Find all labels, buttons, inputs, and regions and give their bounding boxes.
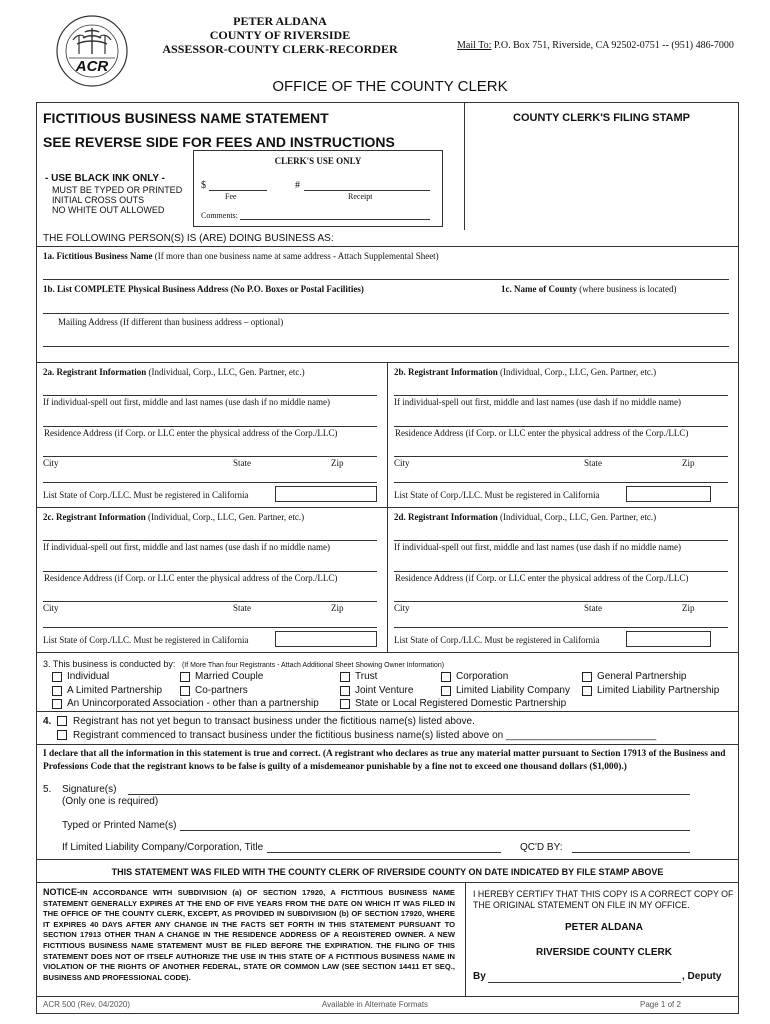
county-name-label [501, 284, 676, 294]
s2-center-divider [387, 362, 388, 652]
business-type-label: General Partnership [597, 671, 687, 682]
typed-name-label: Typed or Printed Name(s) [62, 820, 177, 831]
registrant-title: 2c. Registrant Information [43, 512, 146, 522]
certify-name: PETER ALDANA [565, 922, 643, 933]
s3-label: 3. This business is conducted by: [43, 659, 176, 669]
form-subtitle: SEE REVERSE SIDE FOR FEES AND INSTRUCTIONS [43, 134, 395, 150]
commenced-checkbox[interactable] [57, 730, 67, 740]
signature-field[interactable] [128, 794, 690, 795]
registrant-heading [43, 512, 304, 522]
ink-line-3: NO WHITE OUT ALLOWED [52, 205, 165, 215]
registrant-note: (Individual, Corp., LLC, Gen. Partner, etc.) [497, 367, 657, 377]
fee-field[interactable] [209, 190, 267, 191]
registrant-state-corp-field[interactable] [275, 631, 377, 647]
registrant-name-label: If individual-spell out first, middle and last names (use dash if no middle name) [43, 397, 330, 407]
registrant-zip-label: Zip [682, 458, 695, 468]
s2-bottom-border [36, 652, 739, 653]
business-type-checkbox[interactable] [340, 686, 350, 696]
business-type-label: Co-partners [195, 685, 248, 696]
clerk-use-title: CLERK'S USE ONLY [274, 156, 362, 166]
business-type-checkbox[interactable] [52, 699, 62, 709]
business-type-checkbox[interactable] [180, 686, 190, 696]
main-title: OFFICE OF THE COUNTY CLERK [272, 78, 508, 95]
typed-name-field[interactable] [180, 830, 690, 831]
s4-label: 4. [43, 716, 52, 727]
business-type-label: Individual [67, 671, 110, 682]
s1c-note: (where business is located) [577, 284, 677, 294]
business-type-label: Married Couple [195, 671, 264, 682]
footer-border [36, 996, 739, 997]
business-type-label: Limited Liability Company [456, 685, 570, 696]
registrant-name-field[interactable] [394, 540, 728, 541]
receipt-prefix: # [295, 180, 300, 191]
receipt-field[interactable] [304, 190, 430, 191]
business-address-field[interactable] [43, 313, 729, 314]
registrant-heading [43, 367, 305, 377]
registrant-state-label: State [584, 458, 602, 468]
filing-stamp-label: COUNTY CLERK'S FILING STAMP [513, 112, 690, 124]
registrant-residence-line2[interactable] [394, 456, 728, 457]
by-label: By [473, 971, 486, 982]
notice-body: IN ACCORDANCE WITH SUBDIVISION (a) OF SECTION 17920, A FICTITIOUS BUSINESS NAME STATEMENT GENERALLY EXPIRES AT THE END OF FIVE YEARS FROM THE DATE ON WHICH IT WAS FILED IN THE OFFICE OF THE COUNTY CLERK, EXCEPT, AS PROVIDED IN SUBDIVISION (b) OF SECTION 17920, WHERE IT EXPIRES 40 DAYS AFTER ANY CHANGE IN THE FACTS SET FORTH IN THIS STATEMENT PURSUANT TO SECTION 17913 OTHER THAN A CHANGE IN THE RESIDENCE ADDRESS OF A REGISTERED OWNER. A NEW FICTITIOUS BUSINESS NAME STATEMENT MUST BE FILED BEFORE THE EXPIRATION. THE FILING OF THIS STATEMENT DOES NOT OF ITSELF AUTHORIZE THE USE IN THIS STATE OF A FICTITIOUS BUSINESS NAME IN VIOLATION OF THE RIGHTS OF ANOTHER FEDERAL, STATE OR COMMON LAW (SEE SECTION 14411 ET SEQ., BUSINESS AND PROFESSIONAL CODE). [43, 888, 455, 982]
notice-lead: NOTICE- [43, 887, 80, 897]
business-type-checkbox[interactable] [582, 686, 592, 696]
mail-to-label: Mail To: [457, 40, 492, 51]
registrant-state-label: State [233, 603, 251, 613]
fictitious-name-field[interactable] [43, 279, 729, 280]
registrant-city-field[interactable] [394, 482, 728, 483]
registrant-name-field[interactable] [43, 540, 377, 541]
registrant-residence-field[interactable] [43, 571, 377, 572]
registrant-zip-label: Zip [682, 603, 695, 613]
mail-to [457, 40, 734, 51]
not-begun-checkbox[interactable] [57, 716, 67, 726]
form-number: ACR 500 (Rev. 04/2020) [43, 1000, 131, 1009]
registrant-title: 2b. Registrant Information [394, 367, 498, 377]
certify-title: RIVERSIDE COUNTY CLERK [536, 947, 672, 958]
registrant-residence-line2[interactable] [394, 601, 728, 602]
registrant-state-corp-label: List State of Corp./LLC. Must be registered in California [394, 635, 600, 645]
persons-heading: THE FOLLOWING PERSON(S) IS (ARE) DOING BUSINESS AS: [43, 233, 334, 244]
registrant-state-corp-field[interactable] [626, 631, 711, 647]
deputy-signature-field[interactable] [488, 982, 681, 983]
business-type-checkbox[interactable] [340, 672, 350, 682]
county-seal-graphic [55, 14, 129, 88]
registrant-title: 2d. Registrant Information [394, 512, 498, 522]
certify-text: I HEREBY CERTIFY THAT THIS COPY IS A CORRECT COPY OF THE ORIGINAL STATEMENT ON FILE IN MY OFFICE. [473, 889, 734, 910]
mailing-address-label: Mailing Address (If different than business address – optional) [58, 317, 284, 327]
registrant-state-corp-label: List State of Corp./LLC. Must be registered in California [43, 635, 249, 645]
fee-label: Fee [225, 192, 237, 201]
registrant-zip-label: Zip [331, 458, 344, 468]
signature-label: Signature(s) [62, 784, 117, 795]
registrant-name-label: If individual-spell out first, middle and last names (use dash if no middle name) [394, 397, 681, 407]
business-type-checkbox[interactable] [52, 686, 62, 696]
llc-title-field[interactable] [267, 852, 501, 853]
s3-note: (If More Than four Registrants - Attach Additional Sheet Showing Owner Information) [181, 662, 445, 669]
registrant-state-label: State [584, 603, 602, 613]
registrant-city-field[interactable] [43, 627, 377, 628]
mailing-address-field[interactable] [43, 346, 729, 347]
registrant-residence-field[interactable] [394, 426, 728, 427]
registrant-name-field[interactable] [43, 395, 377, 396]
business-conducted-label [43, 659, 444, 669]
mail-to-address: P.O. Box 751, Riverside, CA 92502-0751 -- (951) 486-7000 [493, 40, 734, 51]
registrant-note: (Individual, Corp., LLC, Gen. Partner, etc.) [146, 367, 305, 377]
registrant-residence-field[interactable] [43, 426, 377, 427]
llc-title-label: If Limited Liability Company/Corporation, Title [62, 842, 264, 853]
business-type-label: An Unincorporated Association - other than a partnership [67, 698, 319, 709]
registrant-residence-field[interactable] [394, 571, 728, 572]
header-office: ASSESSOR-COUNTY CLERK-RECORDER [162, 42, 398, 56]
registrant-residence-label: Residence Address (if Corp. or LLC enter the physical address of the Corp./LLC) [395, 573, 689, 583]
registrant-city-label: City [43, 458, 59, 468]
registrant-note: (Individual, Corp., LLC, Gen. Partner, etc.) [497, 512, 657, 522]
registrant-title: 2a. Registrant Information [43, 367, 147, 377]
county-seal [55, 14, 129, 88]
registrant-name-field[interactable] [394, 395, 728, 396]
registrant-state-label: State [233, 458, 251, 468]
commenced-label: Registrant commenced to transact business under the fictitious business name(s) listed above on ___________________________ [73, 730, 657, 741]
business-type-label: State or Local Registered Domestic Partnership [355, 698, 567, 709]
business-type-checkbox[interactable] [340, 699, 350, 709]
registrant-state-corp-label: List State of Corp./LLC. Must be registered in California [394, 490, 600, 500]
header-county: COUNTY OF RIVERSIDE [209, 28, 351, 42]
seal-lettering: ACR [75, 58, 109, 75]
page-number: Page 1 of 2 [640, 1000, 681, 1009]
s1c-title: 1c. Name of County [501, 284, 577, 294]
declaration-text: I declare that all the information in this statement is true and correct. (A registrant who declares as true any material matter pursuant to Section 17913 of the Business and Professions Code that the registrant knows to be false is guilty of a misdemeanor punishable by a fine not to exceed one thousand dollars ($1,000).) [43, 749, 726, 772]
fictitious-name-label [43, 251, 439, 261]
registrant-residence-line2[interactable] [43, 456, 377, 457]
s1a-note: (If more than one business name at same address - Attach Supplemental Sheet) [152, 251, 439, 261]
s1a-title: 1a. Fictitious Business Name [43, 251, 153, 261]
registrant-city-label: City [43, 603, 59, 613]
business-type-label: Corporation [456, 671, 509, 682]
registrant-city-label: City [394, 458, 410, 468]
fee-prefix: $ [201, 180, 206, 191]
registrant-heading [394, 512, 656, 522]
registrant-note: (Individual, Corp., LLC, Gen. Partner, etc.) [145, 512, 305, 522]
registrant-state-corp-field[interactable] [275, 486, 377, 502]
business-type-checkbox[interactable] [441, 686, 451, 696]
business-type-label: Joint Venture [355, 685, 414, 696]
comments-field[interactable] [240, 219, 430, 220]
ink-line-1: MUST BE TYPED OR PRINTED [52, 185, 183, 195]
registrant-residence-label: Residence Address (if Corp. or LLC enter the physical address of the Corp./LLC) [44, 573, 338, 583]
filed-bottom-border [36, 882, 739, 883]
s4-top-border [36, 711, 739, 712]
registrant-residence-label: Residence Address (if Corp. or LLC enter the physical address of the Corp./LLC) [395, 428, 689, 438]
header-name: PETER ALDANA [233, 14, 327, 28]
notice-text [43, 887, 455, 983]
ink-line-2: INITIAL CROSS OUTS [52, 195, 145, 205]
not-begun-label: Registrant has not yet begun to transact business under the fictitious name(s) listed above. [73, 716, 475, 727]
one-required-note: (Only one is required) [62, 796, 159, 807]
receipt-label: Receipt [348, 192, 373, 201]
business-type-checkbox[interactable] [582, 672, 592, 682]
qcd-field[interactable] [572, 852, 690, 853]
registrant-name-label: If individual-spell out first, middle and last names (use dash if no middle name) [43, 542, 330, 552]
registrant-heading [394, 367, 656, 377]
deputy-label: , Deputy [682, 971, 722, 982]
registrant-residence-line2[interactable] [43, 601, 377, 602]
business-type-checkbox[interactable] [52, 672, 62, 682]
business-type-label: A Limited Partnership [67, 685, 163, 696]
registrant-city-field[interactable] [394, 627, 728, 628]
registrant-city-field[interactable] [43, 482, 377, 483]
registrant-state-corp-field[interactable] [626, 486, 711, 502]
s5-label: 5. [43, 784, 52, 795]
filed-top-border [36, 859, 739, 860]
s1-top-border [36, 246, 739, 247]
business-type-checkbox[interactable] [441, 672, 451, 682]
business-type-label: Limited Liability Partnership [597, 685, 720, 696]
comments-label: Comments: [201, 211, 238, 220]
form-title: FICTITIOUS BUSINESS NAME STATEMENT [43, 110, 329, 126]
declaration-top-border [36, 744, 739, 745]
registrant-zip-label: Zip [331, 603, 344, 613]
filed-statement: THIS STATEMENT WAS FILED WITH THE COUNTY CLERK OF RIVERSIDE COUNTY ON DATE INDICATED BY FILE STAMP ABOVE [111, 867, 664, 877]
business-type-label: Trust [355, 671, 378, 682]
ink-note: - USE BLACK INK ONLY - [45, 173, 166, 184]
registrant-city-label: City [394, 603, 410, 613]
business-address-label: 1b. List COMPLETE Physical Business Address (No P.O. Boxes or Postal Facilities) [43, 284, 364, 294]
registrant-name-label: If individual-spell out first, middle and last names (use dash if no middle name) [394, 542, 681, 552]
registrant-state-corp-label: List State of Corp./LLC. Must be registered in California [43, 490, 249, 500]
alternate-formats: Available in Alternate Formats [321, 1000, 429, 1009]
business-type-checkbox[interactable] [180, 672, 190, 682]
registrant-residence-label: Residence Address (if Corp. or LLC enter the physical address of the Corp./LLC) [44, 428, 338, 438]
qcd-label: QC'D BY: [520, 842, 563, 853]
notice-divider [465, 882, 466, 996]
